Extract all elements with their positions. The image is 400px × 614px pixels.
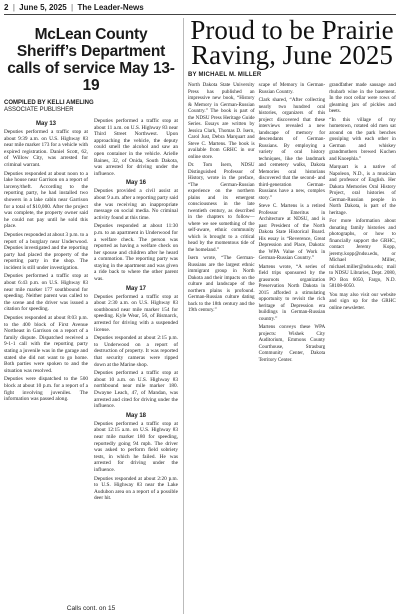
paragraph: scape of Memory in German-Russian Country. [258, 82, 326, 95]
article-headline: McLean County Sheriff’s Department calls of service May 13-19 [7, 26, 175, 94]
entry-date: May 18 [125, 412, 146, 419]
paragraph: Deputies performed a traffic stop at about 9:39 a.m. on U.S. Highway 83 near mile marker 173 for a vehicle with expired registration. Daniel Scott, 62, of Willow City, was arrested for criminal warrant. [4, 129, 88, 168]
article-column-1 [4, 118, 88, 504]
paragraph: Clark shared, “After collecting nearly two hundred oral histories, organizers of this project discovered that these interviews revealed a new landscape of memory for descendants of German-Russians. By employing a variety of oral history techniques, like the landmark and cemetery walks, Dakota Memories oral historians discovered that the second- and third-generation German-Russians have a new, complex story.” [258, 97, 326, 201]
paragraph: Martens conveys these WPA projects: Wishek City Auditorium, Emmons County Courthouse, Strasburg Community Center, Dakota Territory Center. [258, 324, 326, 363]
article-headline: Proud to be Prairie Raving, June 2025 [190, 18, 394, 70]
sheriff-calls-article [4, 18, 178, 612]
page-header [4, 2, 396, 14]
entry-date: May 13 [35, 121, 56, 127]
article-columns [4, 118, 178, 504]
prairie-article [188, 18, 396, 612]
paragraph: North Dakota State University Press has published an impressive new book, “History & Memory in German-Russian Country.” The book is part of the NDSU Press Heritage Guide Series. Essays are written by Jessica Clark, Thomas D. Isern, Carol Just, Debra Marquart and Steve C. Martens. The book is available from GRHC in our online store. [188, 82, 255, 160]
article-byline: COMPILED BY KELLI AMELING [4, 100, 94, 106]
paragraph: You may also visit our website and sign up for the GRHC online newsletter. [329, 291, 396, 311]
paragraph: Deputies were dispatched to the 500 block at about 10 p.m. for a report of a fight involving juveniles. The information was passed along. [4, 376, 88, 403]
paragraph: Marquart is a native of Napoleon, N.D., is a musician and professor of English. Her Dakota Memories Oral History Project, oral histories of German-Russian people in North Dakota, is part of the heritage. [329, 164, 396, 216]
article-column-2 [259, 82, 326, 365]
article-byline-title: ASSOCIATE PUBLISHER [4, 107, 74, 113]
paper-name: The Leader-News [77, 3, 144, 12]
paragraph: For more information about donating family histories and photographs, or how to financially support the GRHC, contact Jeremy Kopp, jeremy.kopp@ndsu.edu, or Michael Miller, michael.miller@ndsu.edu; mail to NDSU Libraries, Dept. 2080, PO Box 6050, Fargo, N.D. 58108-6050. [329, 218, 396, 289]
paragraph: Deputies responded at about 2:20 p.m. to U.S. Highway 83 near the Lake Audubon area on a report of a possible deer hit. [94, 475, 178, 502]
paragraph: Deputies performed a traffic stop at about 2:30 a.m. on U.S. Highway 83 southbound near mile marker 154 for speeding. Kyle Wear, 56, of Bismarck, arrested for driving with a suspended license. [94, 293, 178, 333]
article-byline: BY MICHAEL M. MILLER [188, 72, 262, 78]
paragraph: Deputies performed a traffic stop at about 11 a.m. on U.S. Highway 83 near Third Street Northwest. Upon approaching the vehicle, the deputy could smell the alcohol and saw an open container in the vehicle. Arielle Baines, 32, of Onida, South Dakota, was arrested for driving under the influence. [94, 118, 178, 177]
entry-date: May 16 [125, 180, 146, 187]
article-columns [188, 82, 396, 365]
article-column-3 [329, 82, 396, 365]
paragraph: Dr. Tom Isern, NDSU Distinguished Professor of History, wrote in the preface, “The German-Russian experience on the northern plains and its emergent consciousness in the late twentieth century, as described in the chapters to follow—where we see something of the self-aware, ethnic community which is brought to a critical head by the momentous tide of the homeland.” [188, 162, 255, 253]
article-column-1 [188, 82, 255, 365]
paragraph: Deputies responded at about 3 p.m. to a report of a burglary near Underwood. Deputies investigated and the reporting party had placed the property of the reporting party in the shop. The incident is still under investigation. [4, 231, 88, 271]
header-separator: | [71, 3, 74, 12]
header-rule [4, 14, 396, 15]
header-separator: | [12, 3, 15, 12]
paragraph: Deputies responded at about 2:15 p.m. to Underwood on a report of destruction of property. It was reported that security cameras were ripped down at the Marine shop. [94, 335, 178, 368]
continuation-note: Calls cont. on 15 [66, 605, 116, 612]
paragraph: Deputies performed a traffic stop at about 12:15 a.m. on U.S. Highway 83 near mile marker 180 for speeding, reportedly going 94 mph. The driver was asked to perform field sobriety tests, in which he failed. He was arrested for driving under the influence. [94, 420, 178, 473]
paragraph: Steve C. Martens is a retired Professor Emeritus in Architecture at NDSU, and is past President of the North Dakota State Historical Board. His essay is “Reverence, Great Depression and Place, Dakota: the WPA Value of Work in German-Russian Country.” [258, 203, 326, 261]
paragraph: Deputies responded at about 8:03 p.m. to the 400 block of First Avenue Northeast in Garrison on a report of a family dispute. Dispatched received a 9-1-1 call with the reporting party stating a juvenile was in the garage and stated she did not want to go home. Both parties were spoken to and the situation was resolved. [4, 315, 88, 374]
paragraph: grandfather made sausage and rhubarb wine in the basement. In the root cellar were rows of gleaming jars of pickles and beets. [329, 82, 396, 114]
paragraph: Deputies provided a civil assist at about 9 a.m. after a reporting party said she was receiving an inappropriate message on social media. No criminal activity found at this time. [94, 188, 178, 221]
column-divider [183, 18, 184, 614]
article-column-2 [94, 118, 178, 504]
paragraph: Deputies performed a traffic stop at about 10 a.m. on U.S. Highway 83 northbound near mile marker 180. Dwayne Leach, 47, of Mandan, was arrested and cited for driving under the influence. [94, 370, 178, 410]
paragraph: Deputies performed a traffic stop at about 6:43 p.m. on U.S. Highway 83 near mile marker 177 southbound for speeding. Neither parent was called to the scene and the driver was issued a citation for speeding. [4, 273, 88, 313]
page-number: 2 [4, 3, 9, 12]
paragraph: Martens wrote, “A series of field trips sponsored by the grassroots organization Preservation North Dakota in 2015 afforded a stimulating opportunity to revisit the rich heritage of Depression era buildings in German-Russian country.” [258, 263, 326, 322]
paragraph: Deputies responded at about noon to a lake house near Garrison on a report of larceny/theft. According to the reporting party, he had installed two showers in a lake cabin near Garrison for a total of $10,000. After the project was complete, the property owner said he could not pay until he sold this place. [4, 170, 88, 230]
paragraph: “In this village of my hometown, rotated old men sat around on the park benches gossiping with each other in German and whiskey grandmothers brewed Kuchen and Knoephla.” [329, 116, 396, 162]
issue-date: June 5, 2025 [19, 3, 67, 12]
paragraph: Isern wrote, “The German-Russians are the largest ethnic immigrant group in North Dakota and their impacts on the culture and landscape of the northern plains is profound. German-Russian culture dating back to the 18th century and the 19th century.” [188, 255, 255, 313]
entry-date: May 17 [125, 285, 146, 292]
paragraph: Deputies responded at about 11:30 p.m. to an apartment in Underwood for a welfare check. The person was reported as having a welfare check on her spouse and children after he heard a commotion. The reporting party was staying in the apartment and was given a ride back to where the other parent was. [94, 223, 178, 283]
